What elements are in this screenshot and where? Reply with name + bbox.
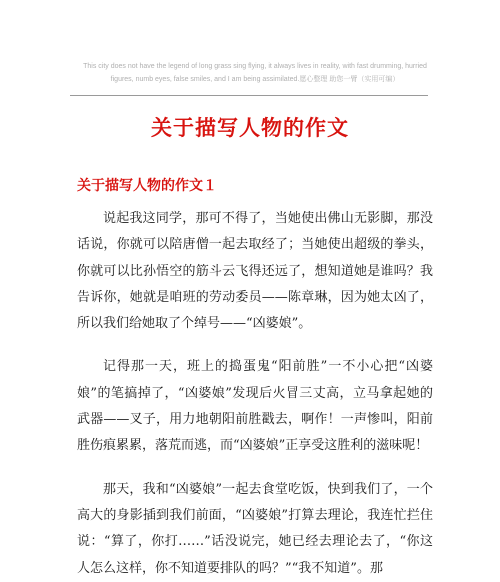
paragraph-3: 那天，我和“凶婆娘”一起去食堂吃饭，快到我们了，一个高大的身影插到我们前面，“凶婆娘”打算去理论，我连忙拦住说：“算了，你打……”话没说完，她已经去理论去了，“你这人怎么这样，你不知道要排队的吗？”“我不知道”。那 <box>77 481 433 576</box>
paragraph-1: 说起我这同学，那可不得了，当她使出佛山无影脚，那没话说，你就可以陪唐僧一起去取经了；当她使出超级的拳头，你就可以比孙悟空的筋斗云飞得还远了，想知道她是谁吗？我告诉你，她就是咱班的劳动委员——陈章琳，因为她太凶了，所以我们给她取了个绰号——“凶婆娘”。 <box>77 211 433 332</box>
document-title: 关于描写人物的作文 <box>151 115 349 140</box>
article-body <box>77 206 433 582</box>
section-heading: 关于描写人物的作文１ <box>77 178 217 194</box>
header-line-2: figures, numb eyes, false smiles, and I am being assimilated.愿心整理 助您一臂（实用可编） <box>110 76 400 83</box>
page-header <box>70 60 440 86</box>
header-line-1: This city does not have the legend of long grass sing flying, it always lives in reality, with fast drumming, hurried <box>83 63 427 70</box>
header-divider <box>70 95 428 96</box>
paragraph-2: 记得那一天，班上的捣蛋鬼“阳前胜”一不小心把“凶婆娘”的笔搞掉了，“凶婆娘”发现后火冒三丈高，立马拿起她的武器——叉子，用力地朝阳前胜戳去，啊作！一声惨叫，阳前胜伤痕累累，落荒而逃，而“凶婆娘”正享受这胜利的滋味呢！ <box>77 359 433 454</box>
